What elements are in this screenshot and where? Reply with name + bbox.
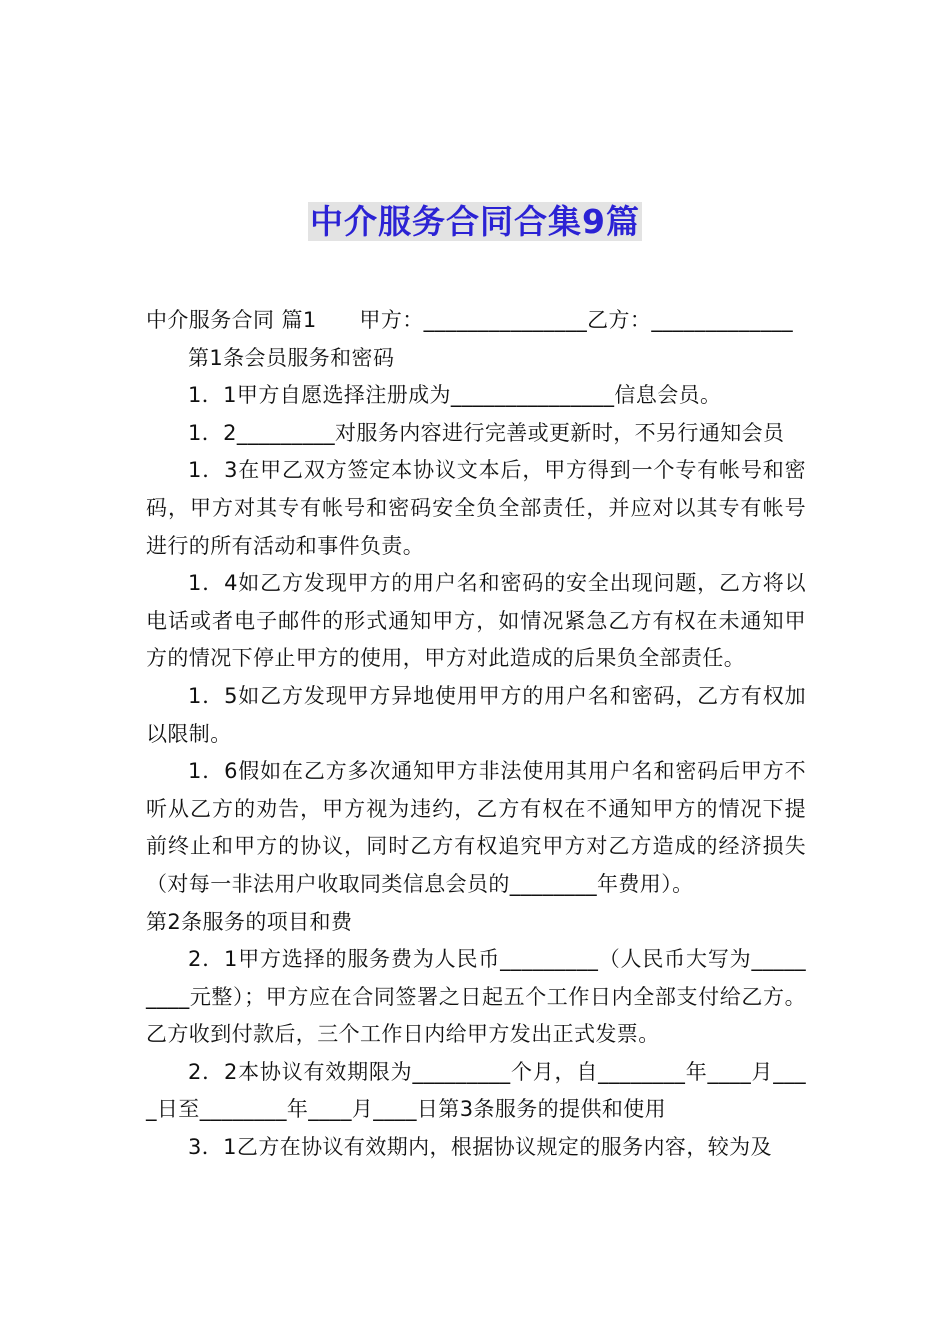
document-body [146, 302, 806, 1167]
paragraph-article-1-heading: 第1条会员服务和密码 [188, 345, 395, 370]
document-title [0, 198, 950, 246]
paragraph-clause-1-2: 1．2_________对服务内容进行完善或更新时，不另行通知会员 [188, 420, 785, 445]
paragraph-contract-header: 中介服务合同 篇1 甲方：_______________乙方：_____________ [146, 308, 794, 332]
paragraph-clause-2-1: 2．1甲方选择的服务费为人民币_________（人民币大写为_________元整）；甲方应在合同签署之日起五个工作日内全部支付给乙方。乙方收到付款后，三个工作日内给甲方发出正式发票。 [146, 947, 806, 1047]
paragraph-clause-2-2: 2．2本协议有效期限为_________个月，自________年____月____日至________年____月____日第3条服务的提供和使用 [146, 1059, 806, 1122]
paragraph-clause-1-6: 1．6假如在乙方多次通知甲方非法使用其用户名和密码后甲方不听从乙方的劝告，甲方视为违约，乙方有权在不通知甲方的情况下提前终止和甲方的协议，同时乙方有权追究甲方对乙方造成的经济损失（对每一非法用户收取同类信息会员的________年费用）。 [146, 759, 806, 896]
paragraph-clause-1-4: 1．4如乙方发现甲方的用户名和密码的安全出现问题，乙方将以电话或者电子邮件的形式通知甲方，如情况紧急乙方有权在未通知甲方的情况下停止甲方的使用，甲方对此造成的后果负全部责任。 [146, 571, 806, 671]
paragraph-article-2-heading: 第2条服务的项目和费 [146, 909, 353, 934]
document-title-text: 中介服务合同合集9篇 [310, 202, 640, 242]
paragraph-clause-1-3: 1．3在甲乙双方签定本协议文本后，甲方得到一个专有帐号和密码，甲方对其专有帐号和密码安全负全部责任，并应对以其专有帐号进行的所有活动和事件负责。 [146, 458, 806, 558]
paragraph-clause-1-1: 1．1甲方自愿选择注册成为_______________信息会员。 [188, 383, 722, 408]
paragraph-clause-1-5: 1．5如乙方发现甲方异地使用甲方的用户名和密码，乙方有权加以限制。 [146, 683, 806, 746]
paragraph-clause-3-1: 3．1乙方在协议有效期内，根据协议规定的服务内容，较为及 [188, 1135, 772, 1160]
